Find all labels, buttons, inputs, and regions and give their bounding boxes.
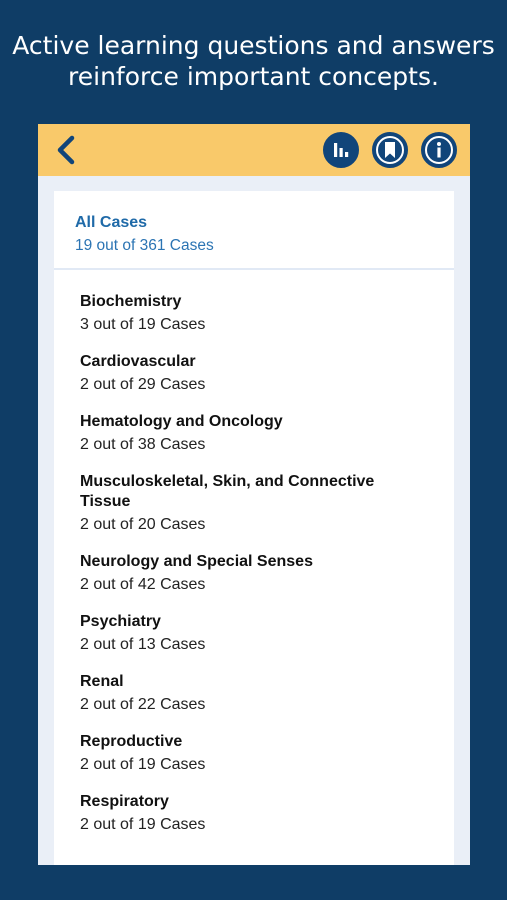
category-item-cardiovascular[interactable] <box>80 352 410 396</box>
cases-card <box>54 191 454 865</box>
category-count: 2 out of 29 Cases <box>80 376 206 393</box>
category-item-biochemistry[interactable] <box>80 292 410 336</box>
headline-line-1: Active learning questions and answers <box>12 31 495 60</box>
app-screen <box>38 124 470 865</box>
all-cases-summary[interactable] <box>54 191 454 270</box>
bookmark-icon <box>375 135 405 165</box>
category-count: 3 out of 19 Cases <box>80 316 206 333</box>
category-item-respiratory[interactable] <box>80 792 410 836</box>
category-count: 2 out of 22 Cases <box>80 696 206 713</box>
category-count: 2 out of 13 Cases <box>80 636 206 653</box>
chevron-left-icon <box>52 134 82 166</box>
category-item-musculoskeletal[interactable] <box>80 472 410 536</box>
category-name: Hematology and Oncology <box>80 413 283 430</box>
category-name: Respiratory <box>80 793 169 810</box>
category-name: Renal <box>80 673 124 690</box>
category-item-reproductive[interactable] <box>80 732 410 776</box>
category-name: Musculoskeletal, Skin, and Connective Tissue <box>80 473 375 510</box>
category-item-hematology-oncology[interactable] <box>80 412 410 456</box>
category-item-psychiatry[interactable] <box>80 612 410 656</box>
category-name: Psychiatry <box>80 613 161 630</box>
category-list <box>54 270 454 836</box>
category-item-renal[interactable] <box>80 672 410 716</box>
info-button[interactable] <box>421 132 457 168</box>
category-name: Biochemistry <box>80 293 182 310</box>
category-count: 2 out of 19 Cases <box>80 816 206 833</box>
app-toolbar <box>38 124 470 176</box>
category-name: Neurology and Special Senses <box>80 553 313 570</box>
toolbar-actions <box>323 132 457 168</box>
bar-chart-icon <box>331 140 351 160</box>
headline-line-2: reinforce important concepts. <box>68 62 439 91</box>
category-count: 2 out of 38 Cases <box>80 436 206 453</box>
category-name: Cardiovascular <box>80 353 196 370</box>
stats-button[interactable] <box>323 132 359 168</box>
all-cases-count: 19 out of 361 Cases <box>75 237 214 254</box>
category-name: Reproductive <box>80 733 183 750</box>
category-item-neurology[interactable] <box>80 552 410 596</box>
marketing-headline <box>0 30 507 92</box>
bookmark-button[interactable] <box>372 132 408 168</box>
info-icon <box>424 135 454 165</box>
category-count: 2 out of 42 Cases <box>80 576 206 593</box>
all-cases-title: All Cases <box>75 214 148 231</box>
category-count: 2 out of 19 Cases <box>80 756 206 773</box>
back-button[interactable] <box>52 134 82 166</box>
category-count: 2 out of 20 Cases <box>80 516 206 533</box>
